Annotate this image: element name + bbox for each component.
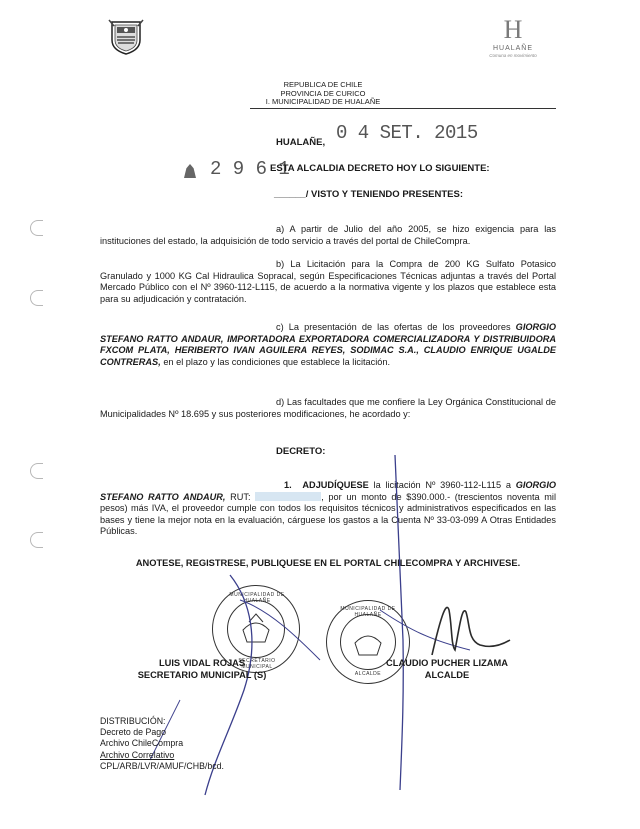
seal-top-text: MUNICIPALIDAD DE HUALAÑE bbox=[229, 592, 285, 604]
mayor-name: CLAUDIO PUCHER LIZAMA bbox=[386, 658, 508, 668]
awardee-name: GIORGIO STEFANO RATTO ANDAUR, bbox=[100, 480, 557, 502]
distribution-item: Archivo Correlativo bbox=[100, 749, 175, 760]
distribution-item: Decreto de Pago bbox=[100, 727, 167, 738]
signatory-mayor bbox=[366, 657, 528, 681]
secretary-name: LUIS VIDAL ROJAS bbox=[158, 658, 246, 668]
adjudication-text-2: , por un monto de $390.000.- (trescientos noventa mil pesos) más IVA, el proveedor cumple con todos los requisitos técnicos y administrativos especificados en las bases y tiene la mejor nota en la evaluación, cárguese los gastos a la Cuenta Nº 33-03-099 A Otras Entidades Públicas. bbox=[100, 491, 557, 537]
logo-mark: H bbox=[503, 15, 523, 44]
visto-heading: / VISTO Y TENIENDO PRESENTES: bbox=[305, 189, 464, 200]
rut-label: RUT: bbox=[230, 491, 251, 502]
paragraph-b: b) La Licitación para la Compra de 200 KG Sulfato Potasico Granulado y 1000 KG Cal Hidraulica Sopracal, según Especificaciones Técnicas adjuntas a través del Portal Mercado Público con el Nº 3960-112-L115, de acuerdo a la normativa vigente y los plazos que establece esta para su adjudicación y contratación. bbox=[100, 259, 556, 304]
visto-blank: ______ bbox=[274, 189, 306, 200]
place-label: HUALAÑE, bbox=[276, 137, 326, 148]
date-stamp: 0 4 SET. 2015 bbox=[336, 122, 478, 144]
secretary-title: SECRETARIO MUNICIPAL (S) bbox=[137, 670, 267, 680]
decreto-heading: DECRETO: bbox=[276, 446, 326, 457]
adjudication-number: 1. bbox=[284, 480, 292, 490]
paragraph-c-intro: c) La presentación de las ofertas de los proveedores bbox=[276, 322, 511, 332]
distribution-initials: CPL/ARB/LVR/AMUF/CHB/bcd. bbox=[100, 760, 225, 771]
distribution-item: Archivo ChileCompra bbox=[100, 738, 184, 749]
paragraph-a: a) A partir de Julio del año 2005, se hizo exigencia para las instituciones del estado, la adquisición de todo servicio a través del portal de ChileCompra. bbox=[100, 224, 556, 246]
decree-number: 2 9 6 1 bbox=[210, 158, 290, 180]
adjudication-text-1: la licitación Nº 3960-112-L115 a bbox=[373, 480, 511, 490]
seal-bottom-text: SECRETARIO MUNICIPAL bbox=[238, 658, 276, 670]
decree-intro: ESTA ALCALDIA DECRETO HOY LO SIGUIENTE: bbox=[270, 163, 490, 174]
mayor-title: ALCALDE bbox=[424, 670, 470, 680]
seal-top-text: MUNICIPALIDAD DE HUALAÑE bbox=[340, 606, 396, 618]
adjudication-verb: ADJUDÍQUESE bbox=[302, 480, 369, 490]
logo-name: HUALAÑE bbox=[492, 45, 534, 52]
header-line-3: I. MUNICIPALIDAD DE HUALAÑE bbox=[265, 97, 381, 106]
signatory-secretary bbox=[132, 657, 272, 681]
paragraph-d: d) Las facultades que me confiere la Ley Orgánica Constitucional de Municipalidades Nº 18.695 y sus posteriores modificaciones, he acordado y: bbox=[100, 397, 556, 419]
header-line-2: PROVINCIA DE CURICO bbox=[280, 88, 366, 98]
paragraph-c-bidders: GIORGIO STEFANO RATTO ANDAUR, IMPORTADORA EXPORTADORA COMERCIALIZADORA Y DISTRIBUIDORA FXCOM PLATA, HERIBERTO IVAN AGUILERA REYES, SODIMAC S.A., CLAUDIO ENRIQUE UGALDE CONTRERAS, bbox=[100, 322, 556, 367]
distribution-heading: DISTRIBUCIÓN: bbox=[100, 716, 166, 726]
header-line-1: REPUBLICA DE CHILE bbox=[283, 80, 363, 89]
logo-tagline: Comuna en movimiento bbox=[489, 53, 537, 58]
seal-bottom-text: ALCALDE bbox=[354, 671, 382, 677]
distribution-list bbox=[100, 716, 224, 772]
paragraph-c-rest: en el plazo y las condiciones que establece la licitación. bbox=[163, 356, 391, 367]
closing-statement: ANOTESE, REGISTRESE, PUBLIQUESE EN EL PORTAL CHILECOMPRA Y ARCHIVESE. bbox=[135, 558, 521, 568]
